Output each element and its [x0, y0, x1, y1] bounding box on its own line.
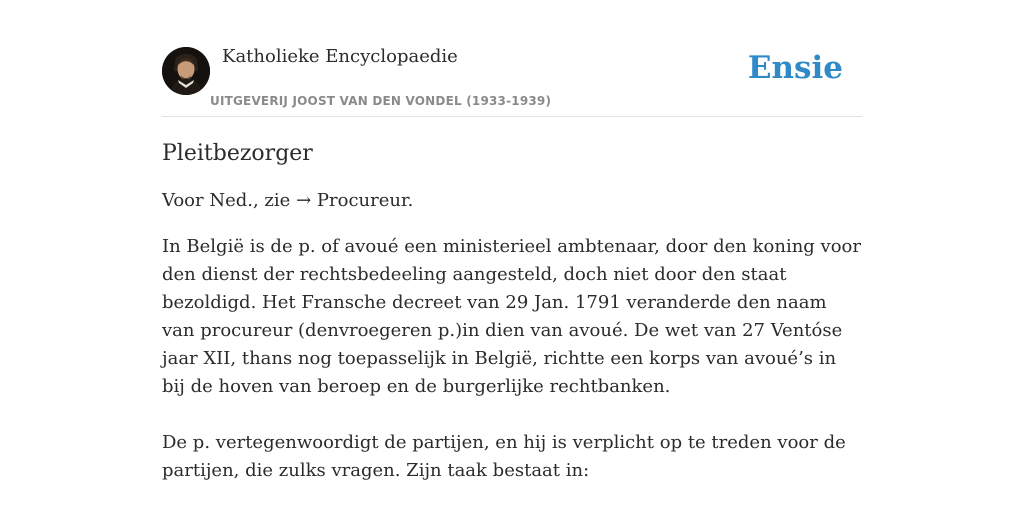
portrait-avatar-icon[interactable]: [162, 47, 210, 95]
article-paragraph-duties: De p. vertegenwoordigt de partijen, en hij is verplicht op te treden voor de partijen, die zulks vragen. Zijn taak bestaat in:: [162, 432, 846, 481]
cross-reference-prefix: Voor Ned., zie: [162, 190, 291, 211]
procureur-link[interactable]: Procureur: [316, 190, 408, 211]
article-paragraph-belgium: In België is de p. of avoué een ministerieel ambtenaar, door den koning voor den dienst der rechtsbedeeling aangesteld, doch niet door den staat bezoldigd. Het Fransche decreet van 29 Jan. 1791 veranderde den naam van procureur (denvroegeren p.)in dien van avoué. De wet van 27 Ventóse jaar XII, thans nog toepasselijk in België, richtte een korps van avoué’s in bij de hoven van beroep en de burgerlijke rechtbanken.: [162, 236, 862, 397]
article-content: [162, 137, 862, 485]
publication-header: [162, 40, 862, 117]
article-title: Pleitbezorger: [162, 141, 313, 166]
ensie-logo[interactable]: Ensie: [747, 50, 843, 86]
cross-reference: [162, 187, 862, 215]
right-arrow-icon: →: [296, 190, 312, 211]
publisher-name: UITGEVERIJ JOOST VAN DEN VONDEL (1933-1939): [210, 94, 552, 108]
cross-reference-suffix: .: [407, 190, 414, 211]
publication-name[interactable]: Katholieke Encyclopaedie: [222, 46, 458, 67]
